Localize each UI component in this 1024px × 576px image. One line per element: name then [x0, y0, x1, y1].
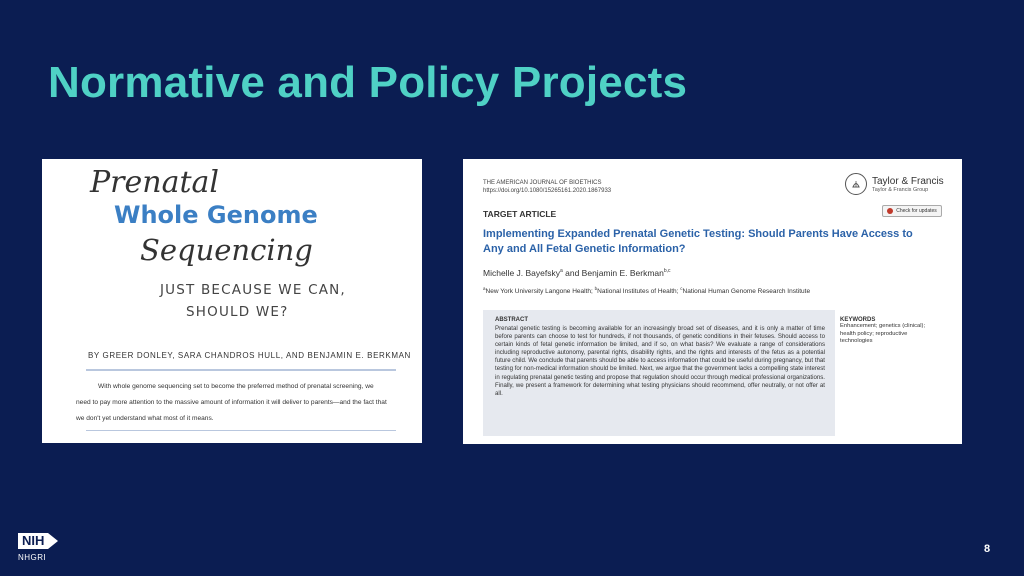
institute-name: NHGRI	[18, 553, 47, 562]
keywords	[840, 317, 940, 346]
article-title: Implementing Expanded Prenatal Genetic Testing: Should Parents Have Access to Any and All Fetal Genetic Information?	[483, 228, 913, 255]
journal-doi: https://doi.org/10.1080/15265161.2020.1867933	[483, 188, 612, 194]
article-image-prenatal-wgs	[42, 159, 422, 443]
keywords-heading: KEYWORDS	[840, 317, 876, 323]
slide-title: Normative and Policy Projects	[48, 58, 688, 107]
keywords-text: Enhancement; genetics (clinical); health policy; reproductive technologies	[840, 323, 926, 344]
article-title-line-2: Whole Genome	[114, 201, 318, 229]
page-number: 8	[984, 543, 991, 555]
check-updates-label: Check for updates	[896, 208, 937, 214]
divider	[86, 369, 396, 371]
abstract-heading: ABSTRACT	[495, 317, 528, 323]
affil-c: National Human Genome Research Institute	[682, 288, 811, 296]
article-affiliations	[483, 286, 810, 295]
affil-b-marker: b	[594, 286, 598, 291]
article-image-expanded-testing	[463, 159, 962, 444]
article-authors: BY GREER DONLEY, SARA CHANDROS HULL, AND BENJAMIN E. BERKMAN	[88, 351, 411, 360]
affil-a-marker: a	[483, 286, 486, 291]
article-subtitle	[160, 279, 346, 323]
author-1-affil: a	[560, 268, 563, 275]
nih-logo-text: NIH	[18, 533, 48, 549]
affil-a: New York University Langone Health;	[485, 288, 595, 296]
article-authors	[483, 268, 671, 278]
article-title-line-3: Sequencing	[140, 233, 313, 267]
publisher-lamp-icon	[845, 173, 867, 195]
article-title-line-1: Prenatal	[90, 165, 220, 200]
divider	[86, 430, 396, 431]
article-intro-line-1: With whole genome sequencing set to become the preferred method of prenatal screening, we	[98, 383, 374, 390]
article-intro	[76, 379, 406, 427]
article-subtitle-line-2: SHOULD WE?	[186, 304, 289, 320]
author-1: Michelle J. Bayefsky	[483, 268, 560, 278]
article-subtitle-line-1: JUST BECAUSE WE CAN,	[160, 282, 346, 298]
nih-nhgri-logo	[18, 532, 58, 562]
publisher-name: Taylor & Francis	[872, 175, 944, 187]
journal-name: THE AMERICAN JOURNAL OF BIOETHICS	[483, 180, 602, 186]
affil-b: National Institutes of Health;	[597, 288, 681, 296]
article-intro-line-3: we don't yet understand what most of it means.	[76, 415, 214, 422]
author-2: and Benjamin E. Berkman	[562, 268, 664, 278]
update-icon	[887, 208, 893, 214]
author-2-affil: b,c	[663, 268, 671, 275]
publisher-logo	[845, 173, 944, 195]
check-for-updates-badge	[882, 205, 942, 217]
abstract-text: Prenatal genetic testing is becoming available for an increasingly broad set of diseases, and it is only a matter of time before parents can choose to test for hundreds, if not thousands, of genetic conditions in their fetuses. Should access to certain kinds of fetal genetic information be limited, and if so, on what basis? We evaluate a range of considerations including reproductive autonomy, parental rights, disability rights, and the rights and interests of the fetus as a potential future child. We conclude that parents should be able to access information that could be useful during pregnancy, but that testing for non-medical information should be limited. Next, we argue that the government lacks a compelling state interest in regulating prenatal genetic testing and propose that regulation should occur through medical professional organizations. Finally, we present a framework for determining what testing physicians should recommend, offer neutrally, or not offer at all.	[495, 325, 825, 397]
publisher-group: Taylor & Francis Group	[872, 186, 929, 193]
affil-c-marker: c	[680, 286, 683, 291]
abstract-box	[483, 310, 835, 436]
article-intro-line-2: need to pay more attention to the massive amount of information it will deliver to parents—and the fact that	[76, 399, 387, 406]
article-type: TARGET ARTICLE	[483, 209, 557, 219]
nih-logo-arrow-icon	[48, 533, 58, 549]
journal-header	[483, 179, 611, 195]
